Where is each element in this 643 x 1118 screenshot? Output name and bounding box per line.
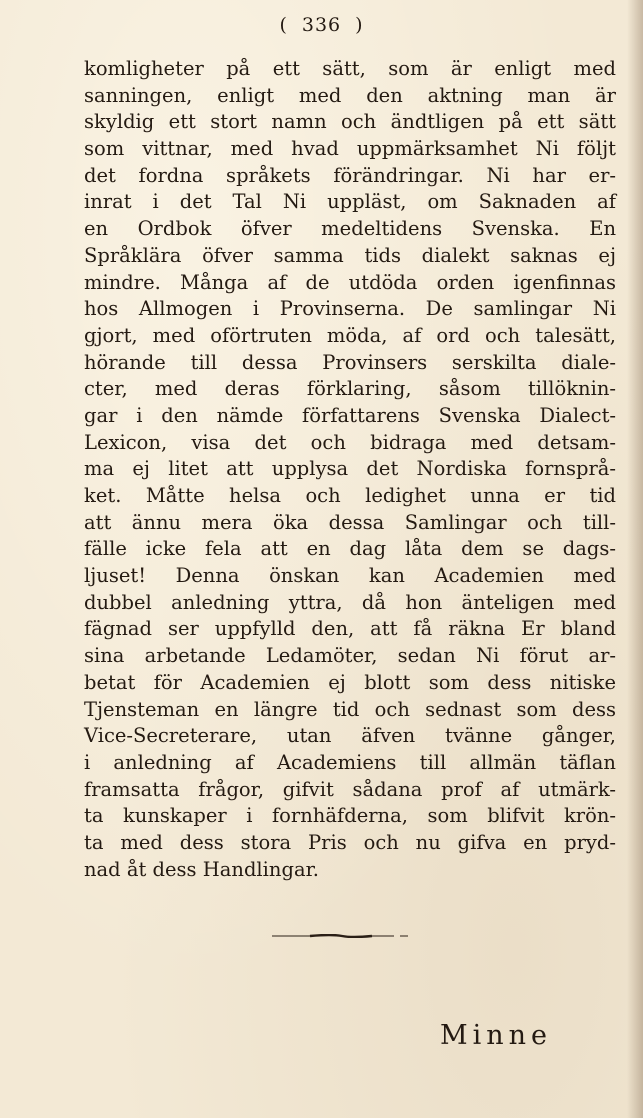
text-line: ma ej litet att upplysa det Nordiska fornsprå- <box>84 457 616 481</box>
catchword: Minne <box>440 1020 553 1051</box>
text-line: sina arbetande Ledamöter, sedan Ni förut ar- <box>84 644 616 668</box>
text-line: skyldig ett stort namn och ändtligen på ett sätt <box>84 110 616 134</box>
text-line: Språklära öfver samma tids dialekt saknas ej <box>84 243 616 267</box>
body-text <box>84 56 616 883</box>
text-line: ljuset! Denna önskan kan Academien med <box>84 564 616 588</box>
text-line: gar i den nämde författarens Svenska Dialect- <box>84 403 616 427</box>
text-line: ket. Måtte helsa och ledighet unna er tid <box>84 484 616 507</box>
text-line: i anledning af Academiens till allmän täflan <box>84 750 616 774</box>
text-line: hörande till dessa Provinsers serskilta diale- <box>84 350 616 374</box>
text-line: dubbel anledning yttra, då hon änteligen med <box>84 590 616 614</box>
text-line: fägnad ser uppfylld den, att få räkna Er bland <box>84 617 616 641</box>
text-line: ta med dess stora Pris och nu gifva en pryd- <box>84 830 616 854</box>
text-line: nad åt dess Handlingar. <box>84 857 319 881</box>
text-line: gjort, med oförtruten möda, af ord och talesätt, <box>84 323 616 347</box>
text-line: komligheter på ett sätt, som är enligt med <box>84 57 616 80</box>
section-divider-rule <box>272 934 412 938</box>
text-line: ta kunskaper i fornhäfderna, som blifvit krön- <box>84 804 616 828</box>
text-line: mindre. Många af de utdöda orden igenfinnas <box>84 270 616 294</box>
text-line: cter, med deras förklaring, såsom tillöknin- <box>84 377 616 401</box>
text-line: sanningen, enligt med den aktning man är <box>84 83 616 107</box>
page-number: 336 <box>301 14 342 36</box>
page-header <box>0 14 643 36</box>
text-line: som vittnar, med hvad uppmärksamhet Ni följt <box>84 137 616 161</box>
text-line: Vice-Secreterare, utan äfven tvänne gånger, <box>84 724 616 748</box>
text-line: betat för Academien ej blott som dess nitiske <box>84 670 616 694</box>
text-line: fälle icke fela att en dag låta dem se dags- <box>84 537 616 561</box>
text-line: det fordna språkets förändringar. Ni har er- <box>84 163 616 187</box>
text-line: Tjensteman en längre tid och sednast som dess <box>84 697 616 721</box>
text-line: en Ordbok öfver medeltidens Svenska. En <box>84 217 616 241</box>
text-line: att ännu mera öka dessa Samlingar och till- <box>84 510 616 534</box>
text-line: framsatta frågor, gifvit sådana prof af utmärk- <box>84 777 616 801</box>
page-number-close-paren: ) <box>355 14 364 36</box>
text-line: hos Allmogen i Provinserna. De samlingar Ni <box>84 297 616 321</box>
page-edge-shadow <box>627 0 643 1118</box>
text-line: inrat i det Tal Ni uppläst, om Saknaden af <box>84 190 616 214</box>
page-number-open-paren: ( <box>279 14 288 36</box>
text-line: Lexicon, visa det och bidraga med detsam- <box>84 430 616 454</box>
